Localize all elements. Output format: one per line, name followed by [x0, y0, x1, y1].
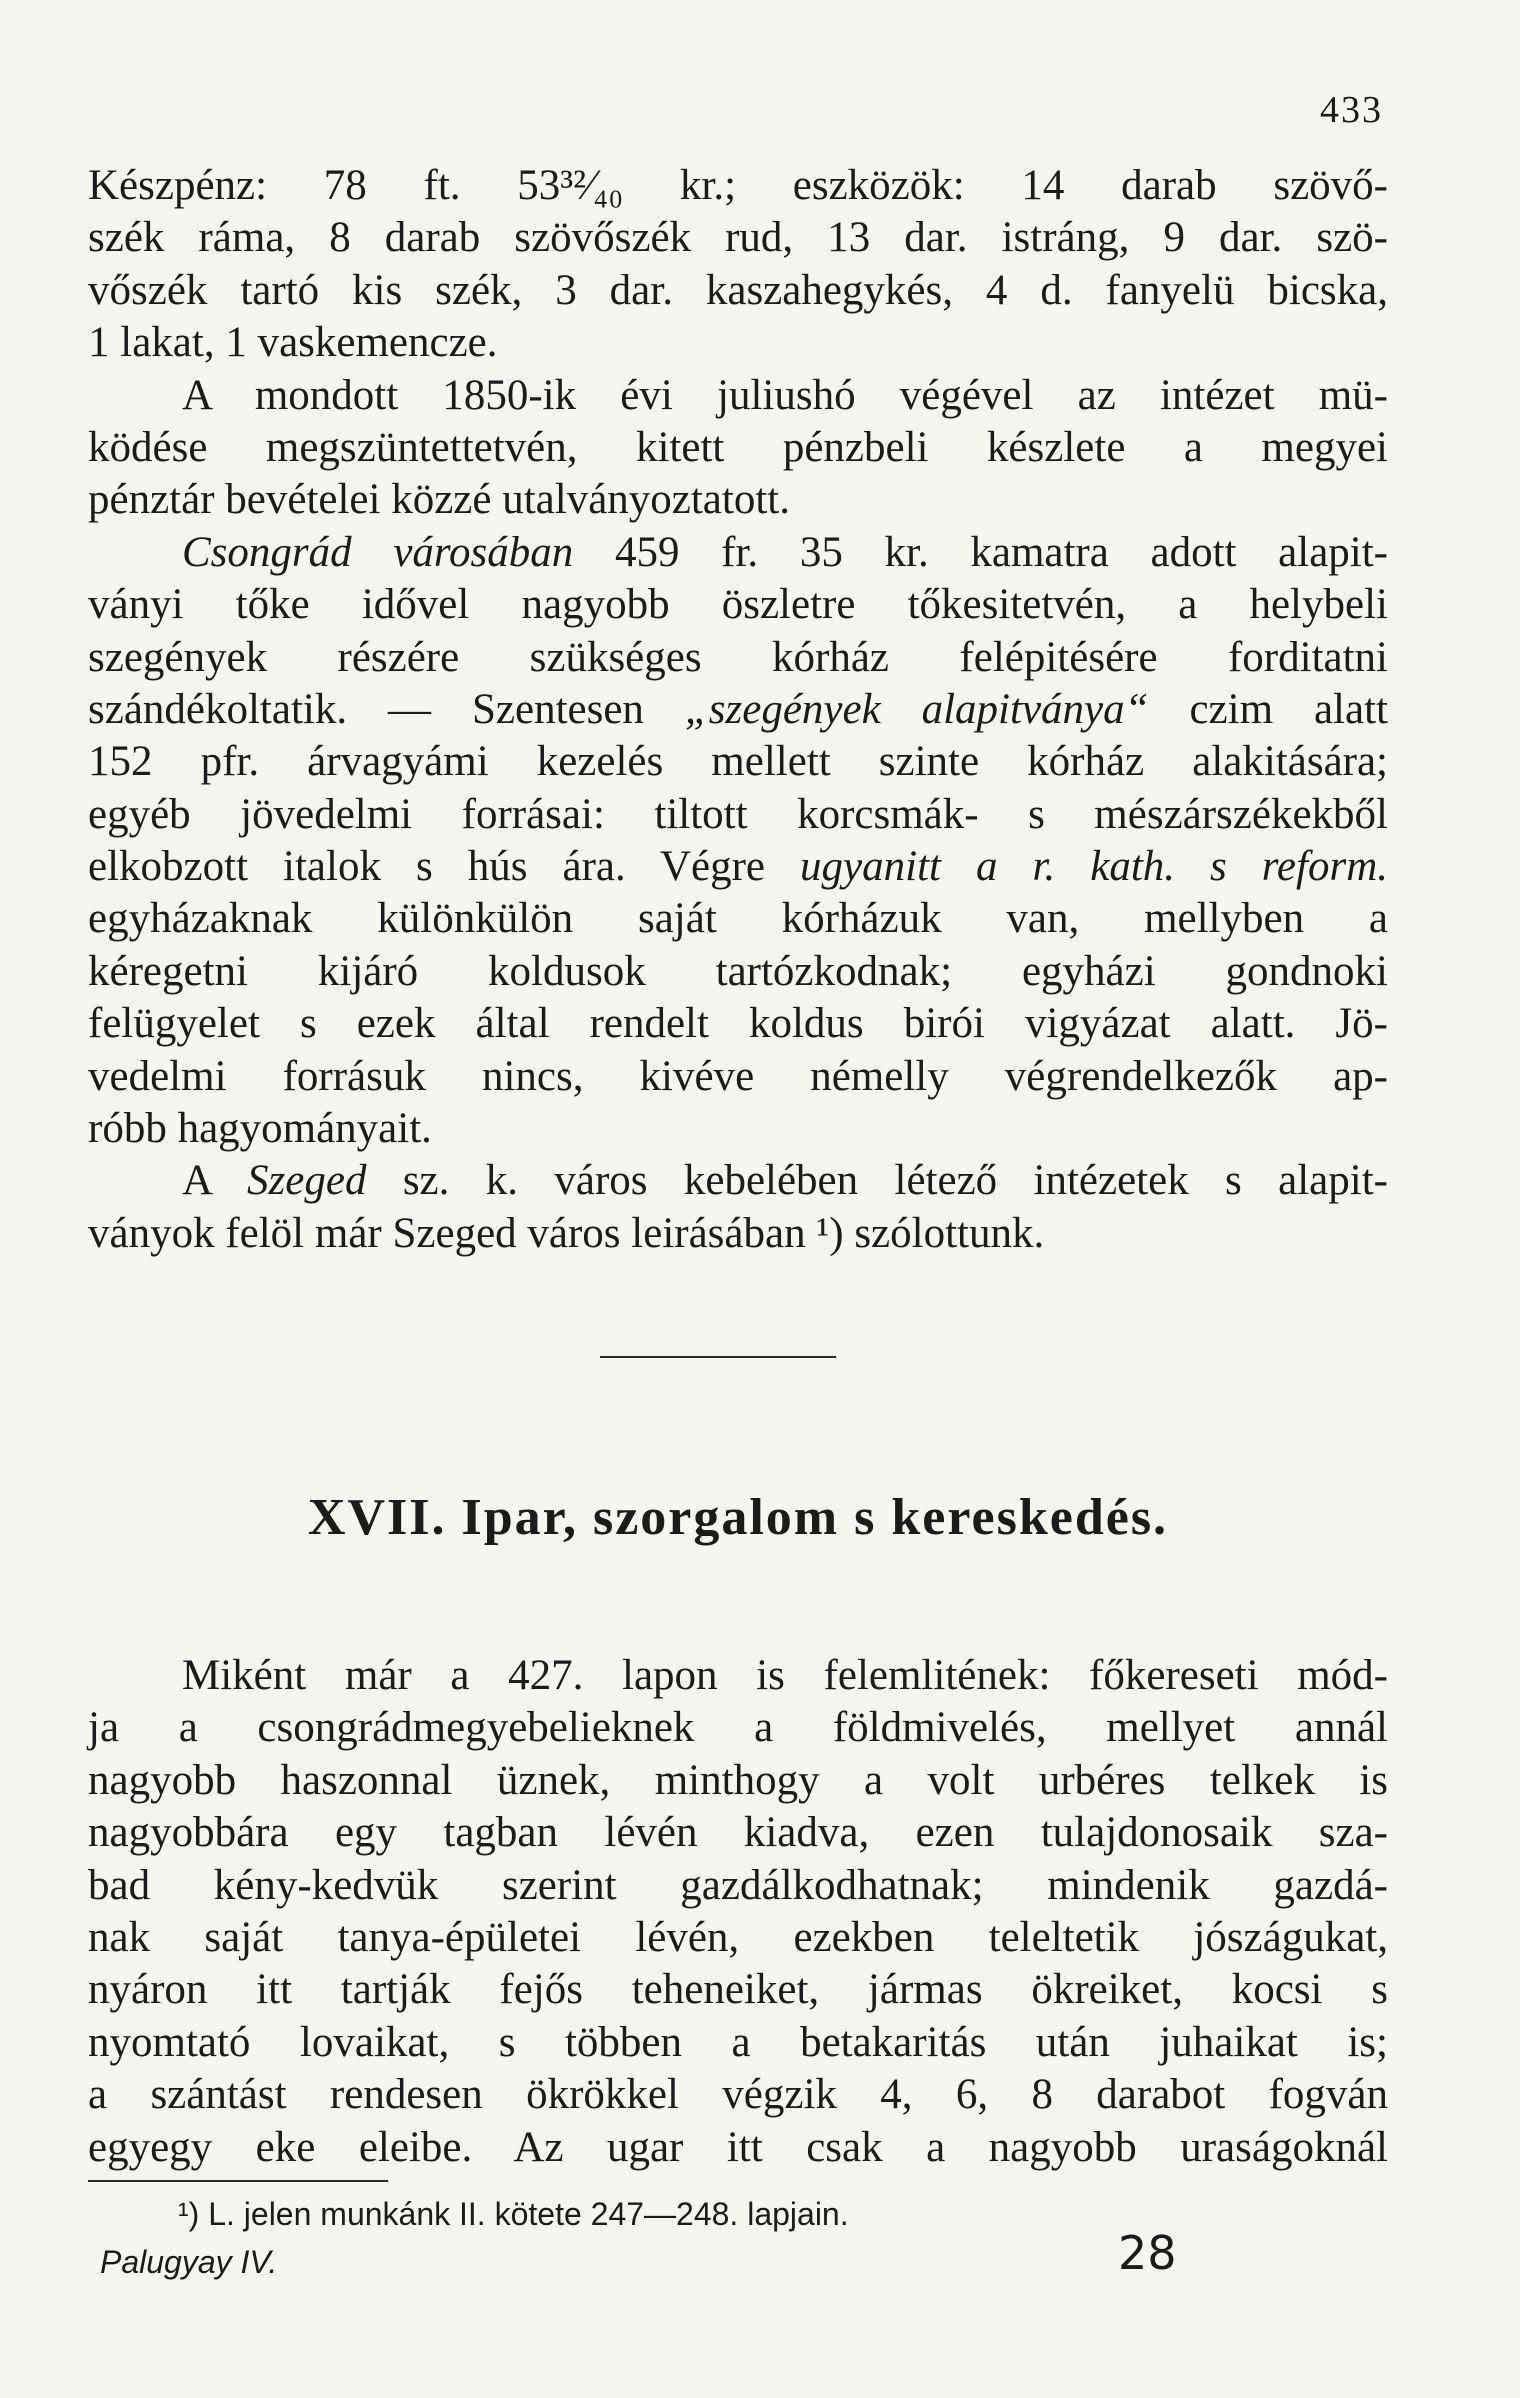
text-line: szék ráma, 8 darab szövőszék rud, 13 dar. istráng, 9 dar. szö-	[88, 214, 1388, 262]
text-fragment: szándékoltatik. — Szentesen	[88, 685, 685, 733]
text-fragment: ványok felöl már Szeged város leirásában	[88, 1209, 817, 1257]
text-fragment: czim alatt	[1148, 685, 1388, 733]
footnote-reference: ¹)	[816, 1209, 844, 1257]
text-line	[88, 527, 1388, 579]
body-text-section	[88, 1650, 1388, 2174]
text-line: egyegy eke eleibe. Az ugar itt csak a nagyobb uraságoknál	[88, 2123, 1388, 2171]
text-line: 152 pfr. árvagyámi kezelés mellett szinte kórház alakitására;	[88, 738, 1388, 786]
text-line: nak saját tanya-épületei lévén, ezekben teleltetik jószágukat,	[88, 1913, 1388, 1961]
text-line	[88, 841, 1388, 893]
text-line: ja a csongrádmegyebelieknek a földmivelés, mellyet annál	[88, 1704, 1388, 1752]
text-line: pénztár bevételei közzé utalványoztatott.	[88, 476, 790, 524]
text-line: Készpénz: 78 ft. 53³²⁄₄₀ kr.; eszközök: 14 darab szövő-	[88, 162, 1388, 209]
text-fragment: 459 fr. 35 kr. kamatra adott alapit-	[573, 528, 1388, 576]
text-line: 1 lakat, 1 vaskemencze.	[88, 319, 498, 367]
text-line: nyomtató lovaikat, s többen a betakaritás után juhaikat is;	[88, 2018, 1388, 2066]
text-fragment: szólottunk.	[843, 1209, 1045, 1257]
text-line	[88, 684, 1388, 736]
text-line: róbb hagyományait.	[88, 1105, 432, 1153]
text-line: nagyobb haszonnal üznek, minthogy a volt urbéres telkek is	[88, 1756, 1388, 1804]
text-fragment: A	[182, 1157, 248, 1205]
text-line: felügyelet s ezek által rendelt koldus birói vigyázat alatt. Jö-	[88, 1000, 1388, 1048]
place-name-italic: Szeged	[247, 1157, 367, 1205]
text-line: vedelmi forrásuk nincs, kivéve némelly végrendelkezők ap-	[88, 1052, 1388, 1100]
footnote: ¹) L. jelen munkánk II. kötete 247—248. lapjain.	[178, 2196, 849, 2232]
section-separator	[600, 1356, 836, 1358]
quoted-title-italic: „szegények alapitványa“	[684, 685, 1149, 733]
text-line: vőszék tartó kis szék, 3 dar. kaszahegykés, 4 d. fanyelü bicska,	[88, 266, 1388, 314]
text-line: egyházaknak különkülön saját kórházuk van, mellyben a	[88, 895, 1388, 943]
footnote-rule	[88, 2180, 388, 2182]
sheet-number: 28	[1118, 2226, 1177, 2280]
text-line: Miként már a 427. lapon is felemlitének: főkereseti mód-	[182, 1652, 1388, 1699]
body-text-top	[88, 160, 1388, 1260]
section-heading: XVII. Ipar, szorgalom s kereskedés.	[307, 1489, 1169, 1546]
text-line: nyáron itt tartják fejős teheneiket, jármas ökreiket, kocsi s	[88, 1966, 1388, 2014]
text-line: szegények részére szükséges kórház felépitésére forditatni	[88, 633, 1388, 681]
text-line: A mondott 1850-ik évi juliushó végével az intézet mü-	[182, 371, 1388, 419]
text-line: bad kény-kedvük szerint gazdálkodhatnak; mindenik gazdá-	[88, 1861, 1388, 1909]
text-line: kéregetni kijáró koldusok tartózkodnak; egyházi gondnoki	[88, 947, 1388, 995]
printer-signature: Palugyay IV.	[100, 2244, 278, 2280]
text-fragment: sz. k. város kebelében létező intézetek s alapit-	[366, 1157, 1388, 1205]
page-number: 433	[1320, 89, 1383, 131]
emphasis-italic: ugyanitt a r. kath. s reform.	[800, 843, 1388, 891]
text-line: ványi tőke idővel nagyobb öszletre tőkesitetvén, a helybeli	[88, 581, 1388, 629]
text-line	[88, 1208, 1388, 1260]
text-line: ködése megszüntettetvén, kitett pénzbeli készlete a megyei	[88, 423, 1388, 471]
text-line: a szántást rendesen ökrökkel végzik 4, 6, 8 darabot fogván	[88, 2071, 1388, 2119]
text-line: egyéb jövedelmi forrásai: tiltott korcsmák- s mészárszékekből	[88, 790, 1388, 838]
text-fragment: elkobzott italok s hús ára. Végre	[88, 843, 801, 891]
text-line	[88, 1155, 1388, 1207]
place-name-italic: Csongrád városában	[182, 528, 574, 576]
text-line: nagyobbára egy tagban lévén kiadva, ezen tulajdonosaik sza-	[88, 1809, 1388, 1857]
